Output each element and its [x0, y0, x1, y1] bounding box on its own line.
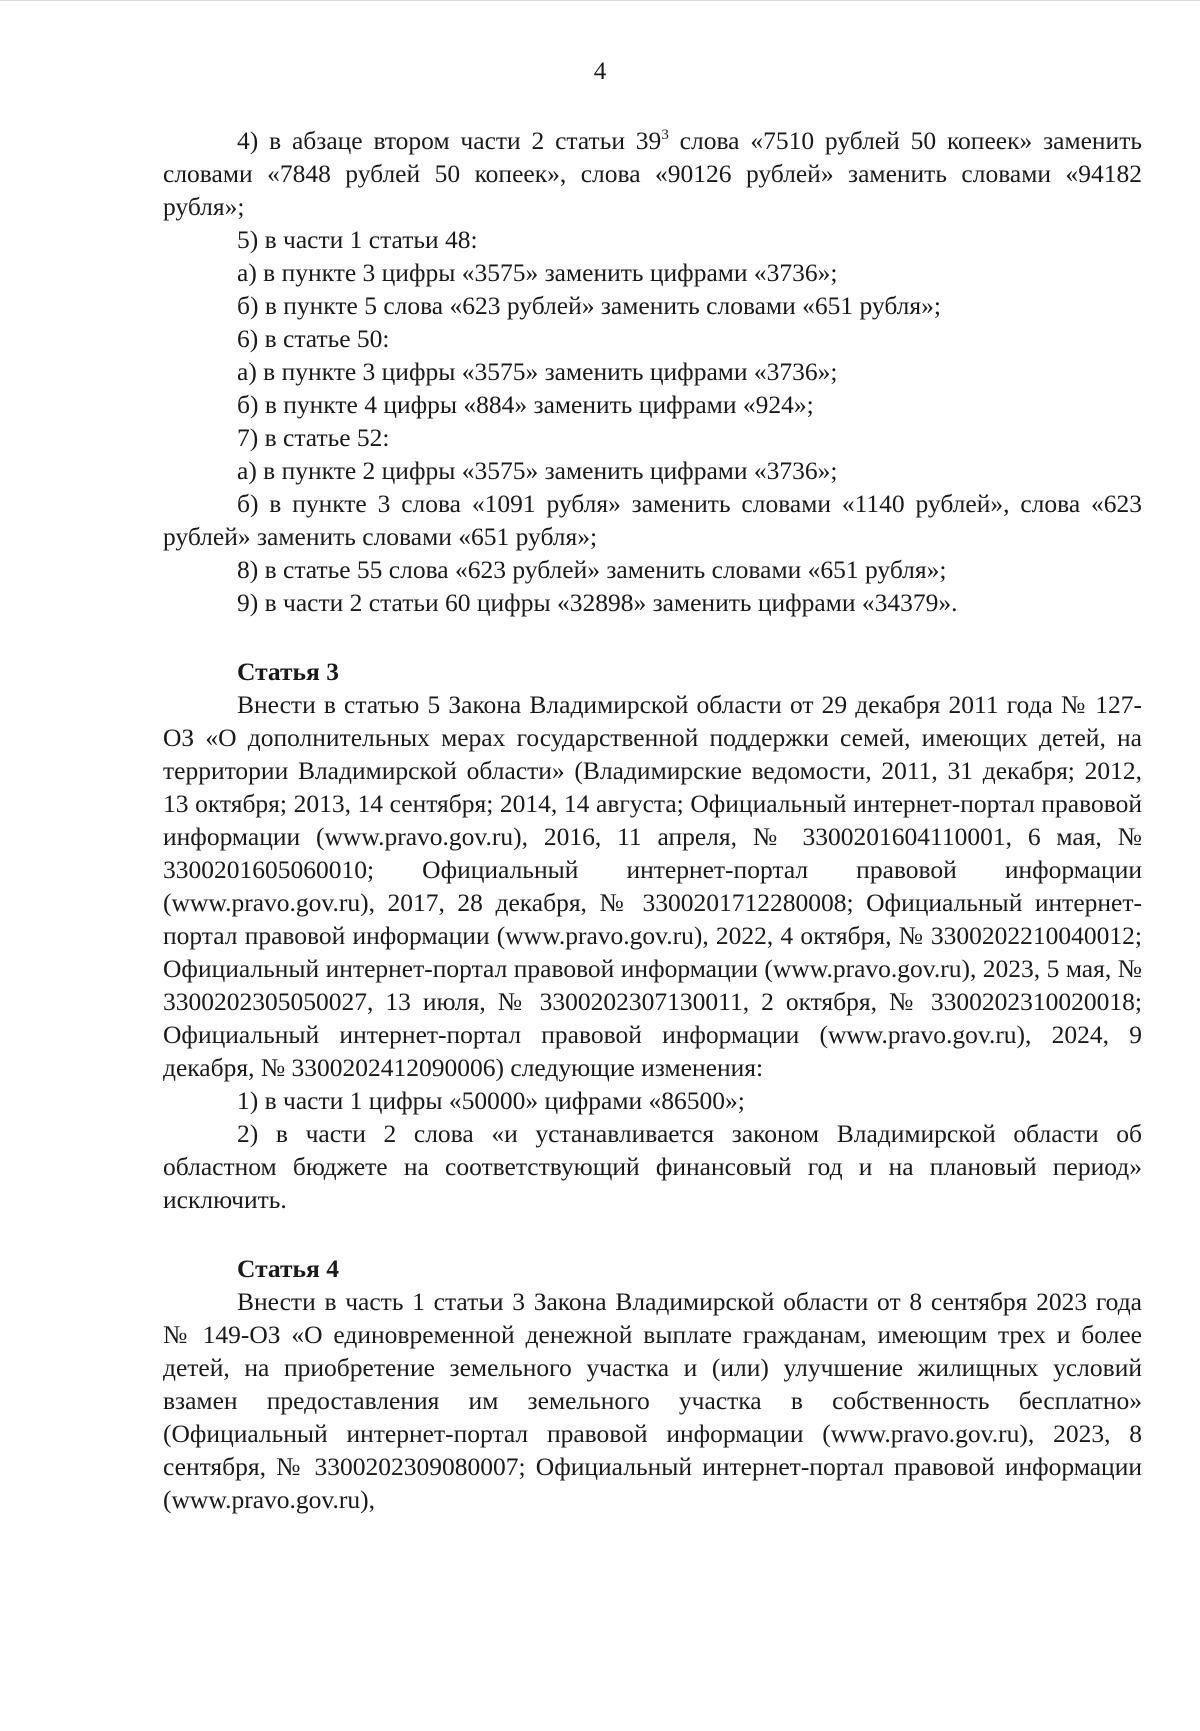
item-4-text-start: 4) в абзаце втором части 2 статьи 39 — [237, 126, 662, 155]
paragraph-item-5b: б) в пункте 5 слова «623 рублей» заменить словами «651 рубля»; — [237, 291, 941, 320]
paragraph-item-6b: б) в пункте 4 цифры «884» заменить цифрами «924»; — [237, 390, 814, 419]
article-superscript: 3 — [661, 127, 669, 143]
paragraph-item-9: 9) в части 2 статьи 60 цифры «32898» заменить цифрами «34379». — [237, 588, 958, 617]
paragraph-item-6: 6) в статье 50: — [237, 324, 390, 353]
article-4-intro: Внести в часть 1 статьи 3 Закона Владимирской области от 8 сентября 2023 года № 149-ОЗ «О единовременной денежной выплате гражданам, имеющим трех и более детей, на приобретение земельного участка и (или) улучшение жилищных условий взамен предоставления им земельного участка в собственность бесплатно» (Официальный интернет-портал правовой информации (www.pravo.gov.ru), 2023, 8 сентября, № 3300202309080007; Официальный интернет-портал правовой информации (www.pravo.gov.ru), — [163, 1287, 1142, 1514]
article-3-item-2: 2) в части 2 слова «и устанавливается законом Владимирской области об областном бюджете на соответствующий финансовый год и на плановый период» исключить. — [163, 1119, 1142, 1214]
paragraph-item-4 — [163, 124, 1142, 223]
paragraph-item-7a: а) в пункте 2 цифры «3575» заменить цифрами «3736»; — [237, 456, 838, 485]
article-3-item-1: 1) в части 1 цифры «50000» цифрами «86500»; — [237, 1086, 745, 1115]
paragraph-item-5: 5) в части 1 статьи 48: — [237, 225, 478, 254]
page-top-edge — [0, 0, 1200, 1]
document-body — [163, 124, 1142, 1516]
article-4-heading: Статья 4 — [237, 1254, 339, 1283]
paragraph-item-7: 7) в статье 52: — [237, 423, 390, 452]
article-3-heading: Статья 3 — [237, 657, 339, 686]
page-number: 4 — [593, 58, 607, 85]
article-3-intro: Внести в статью 5 Закона Владимирской области от 29 декабря 2011 года № 127-ОЗ «О дополнительных мерах государственной поддержки семей, имеющих детей, на территории Владимирской области» (Владимирские ведомости, 2011, 31 декабря; 2012, 13 октября; 2013, 14 сентября; 2014, 14 августа; Официальный интернет-портал правовой информации (www.pravo.gov.ru), 2016, 11 апреля, № 3300201604110001, 6 мая, № 3300201605060010; Официальный интернет-портал правовой информации (www.pravo.gov.ru), 2017, 28 декабря, № 3300201712280008; Официальный интернет-портал правовой информации (www.pravo.gov.ru), 2022, 4 октября, № 3300202210040012; Официальный интернет-портал правовой информации (www.pravo.gov.ru), 2023, 5 мая, № 3300202305050027, 13 июля, № 3300202307130011, 2 октября, № 3300202310020018; Официальный интернет-портал правовой информации (www.pravo.gov.ru), 2024, 9 декабря, № 3300202412090006) следующие изменения: — [163, 690, 1142, 1082]
item-4-text-end: слова «7510 рублей 50 копеек» заменить словами «7848 рублей 50 копеек», слова «90126 рублей» заменить словами «94182 рубля»; — [163, 126, 1142, 221]
paragraph-item-5a: а) в пункте 3 цифры «3575» заменить цифрами «3736»; — [237, 258, 838, 287]
paragraph-item-6a: а) в пункте 3 цифры «3575» заменить цифрами «3736»; — [237, 357, 838, 386]
paragraph-item-8: 8) в статье 55 слова «623 рублей» заменить словами «651 рубля»; — [237, 555, 947, 584]
paragraph-item-7b: б) в пункте 3 слова «1091 рубля» заменить словами «1140 рублей», слова «623 рублей» заменить словами «651 рубля»; — [163, 489, 1142, 551]
